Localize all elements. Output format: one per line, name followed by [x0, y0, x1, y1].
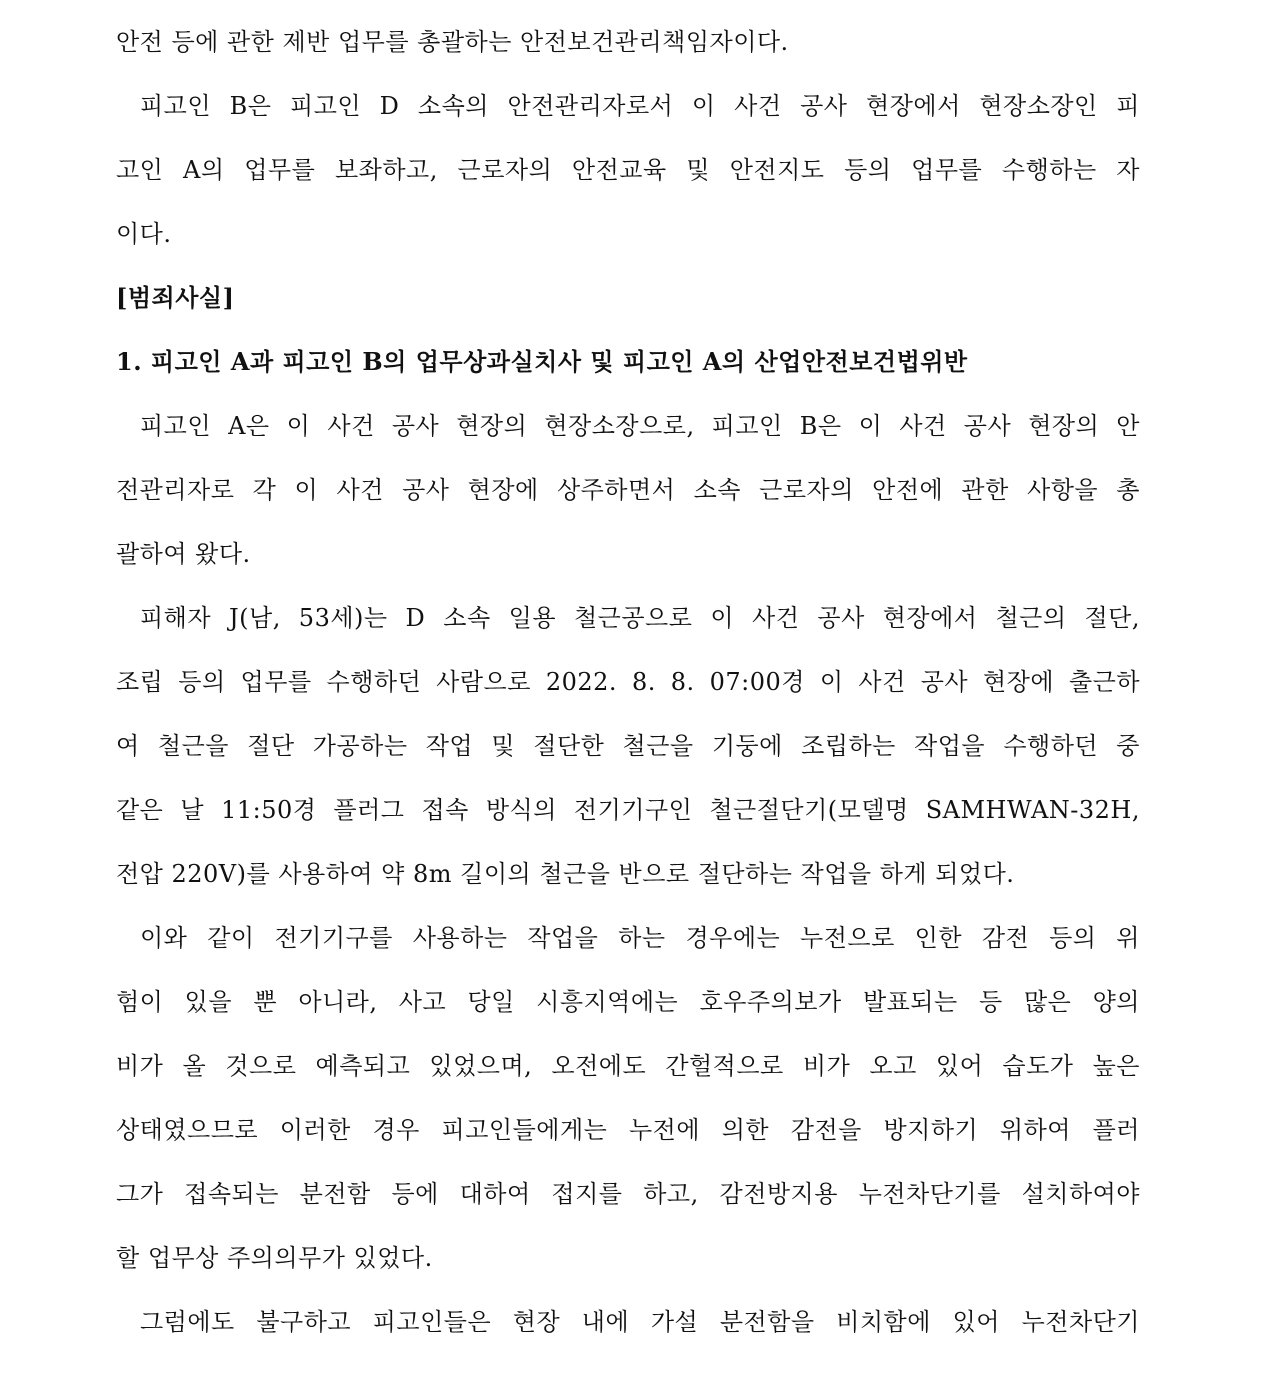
text-line: 여 철근을 절단 가공하는 작업 및 절단한 철근을 기둥에 조립하는 작업을 수행하던 중	[116, 732, 1140, 760]
text-line: 상태였으므로 이러한 경우 피고인들에게는 누전에 의한 감전을 방지하기 위하여 플러	[116, 1116, 1140, 1144]
paragraph-line: 이와 같이 전기기구를 사용하는 작업을 하는 경우에는 누전으로 인한 감전 등의 위	[140, 924, 1140, 952]
text-line: 고인 A의 업무를 보좌하고, 근로자의 안전교육 및 안전지도 등의 업무를 수행하는 자	[116, 156, 1140, 184]
text-line: 비가 올 것으로 예측되고 있었으며, 오전에도 간헐적으로 비가 오고 있어 습도가 높은	[116, 1052, 1140, 1080]
text-line: 전압 220V)를 사용하여 약 8m 길이의 철근을 반으로 절단하는 작업을 하게 되었다.	[116, 860, 1015, 888]
text-line: 조립 등의 업무를 수행하던 사람으로 2022. 8. 8. 07:00경 이 사건 공사 현장에 출근하	[116, 668, 1140, 696]
section-heading: [범죄사실]	[116, 283, 235, 312]
text-line: 그가 접속되는 분전함 등에 대하여 접지를 하고, 감전방지용 누전차단기를 설치하여야	[116, 1180, 1140, 1208]
text-line: 할 업무상 주의의무가 있었다.	[116, 1244, 433, 1272]
paragraph-line: 피고인 A은 이 사건 공사 현장의 현장소장으로, 피고인 B은 이 사건 공사 현장의 안	[140, 412, 1140, 440]
text-line: 같은 날 11:50경 플러그 접속 방식의 전기기구인 철근절단기(모델명 SAMHWAN-32H,	[116, 796, 1140, 824]
text-line: 안전 등에 관한 제반 업무를 총괄하는 안전보건관리책임자이다.	[116, 28, 789, 56]
paragraph-line: 피고인 B은 피고인 D 소속의 안전관리자로서 이 사건 공사 현장에서 현장소장인 피	[140, 92, 1140, 120]
paragraph-line: 피해자 J(남, 53세)는 D 소속 일용 철근공으로 이 사건 공사 현장에서 철근의 절단,	[140, 604, 1140, 632]
text-line: 괄하여 왔다.	[116, 540, 251, 568]
text-line: 전관리자로 각 이 사건 공사 현장에 상주하면서 소속 근로자의 안전에 관한 사항을 총	[116, 476, 1140, 504]
paragraph-line: 그럼에도 불구하고 피고인들은 현장 내에 가설 분전함을 비치함에 있어 누전차단기	[140, 1308, 1140, 1336]
text-line: 이다.	[116, 220, 172, 248]
subsection-heading: 1. 피고인 A과 피고인 B의 업무상과실치사 및 피고인 A의 산업안전보건법위반	[116, 347, 968, 376]
text-line: 험이 있을 뿐 아니라, 사고 당일 시흥지역에는 호우주의보가 발표되는 등 많은 양의	[116, 988, 1140, 1016]
